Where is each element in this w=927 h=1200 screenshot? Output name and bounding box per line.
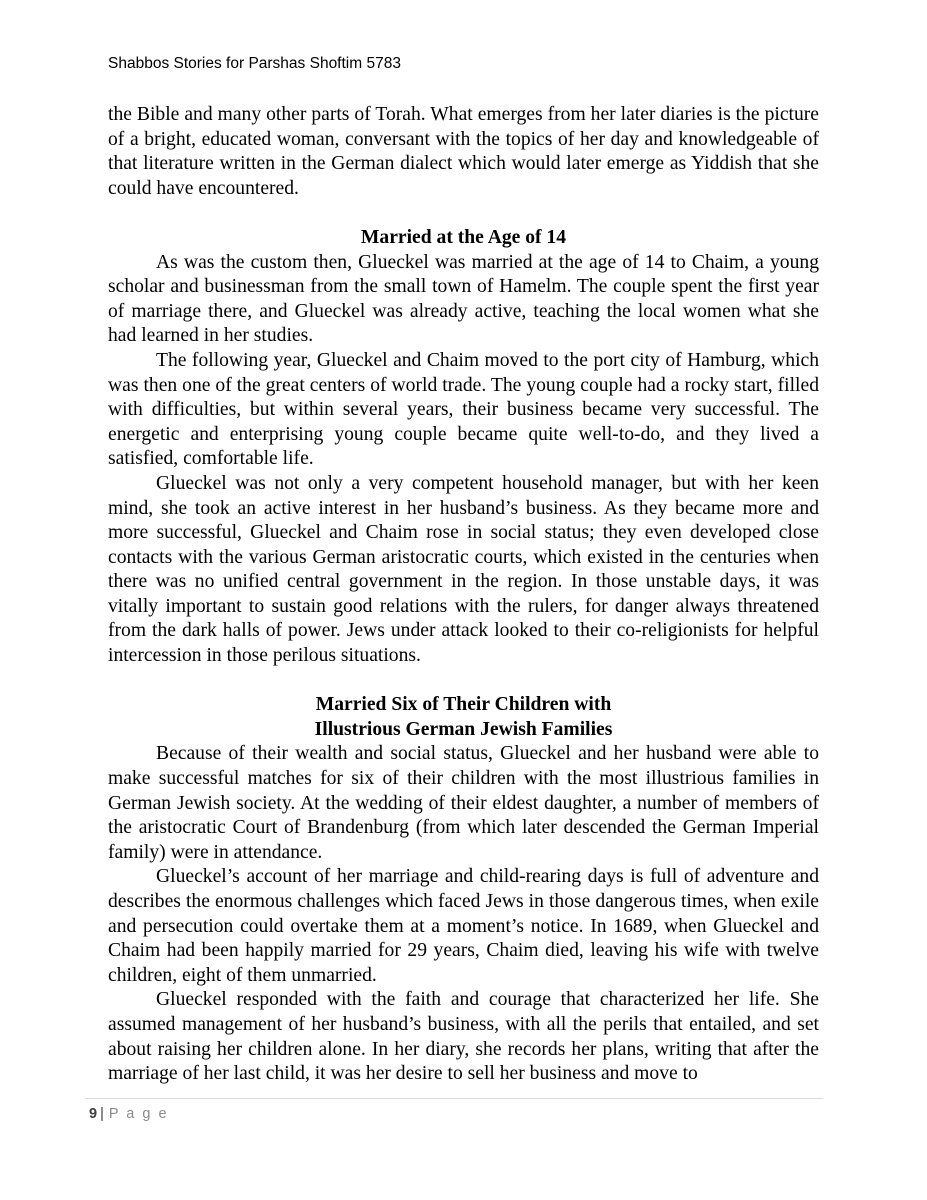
paragraph-faith-courage: Glueckel responded with the faith and courage that characterized her life. She assumed management of her husband’s business, with all the perils that entailed, and set about raising her children alone. In her diary, she records her plans, writing that after the marriage of her last child, it was her desire to sell her business and move to (108, 989, 819, 1085)
heading-line-1: Married Six of Their Children with (315, 694, 612, 716)
document-body (108, 103, 819, 1087)
heading-line-2: Illustrious German Jewish Families (314, 718, 613, 740)
footer-separator: | (100, 1106, 104, 1122)
paragraph-household-manager: Glueckel was not only a very competent household manager, but with her keen mind, she took an active interest in her husband’s business. As they became more and more successful, Glueckel and Chaim rose in social status; they even developed close contacts with the various German aristocratic courts, which existed in the centuries when there was no unified central government in the region. In those unstable days, it was vitally important to sustain good relations with the rulers, for danger always threatened from the dark halls of power. Jews under attack looked to their co-religionists for helpful intercession in those perilous situations. (108, 472, 819, 667)
paragraph-marriage-account: Glueckel’s account of her marriage and child-rearing days is full of adventure and describes the enormous challenges which faced Jews in those dangerous times, when exile and persecution could overtake them at a moment’s notice. In 1689, when Glueckel and Chaim had been happily married for 29 years, Chaim died, leaving his wife with twelve children, eight of them unmarried. (108, 866, 819, 986)
heading-married-at-age-14: Married at the Age of 14 (360, 226, 567, 248)
paragraph-continuation: the Bible and many other parts of Torah. What emerges from her later diaries is the picture of a bright, educated woman, conversant with the topics of her day and knowledgeable of that literature written in the German dialect which would later emerge as Yiddish that she could have encountered. (108, 104, 819, 199)
footer-divider (85, 1098, 823, 1099)
page-header (108, 54, 401, 73)
paragraph-wealth-matches: Because of their wealth and social status, Glueckel and her husband were able to make successful matches for six of their children with the most illustrious families in German Jewish society. At the wedding of their eldest daughter, a number of members of the aristocratic Court of Brandenburg (from which later descended the German Imperial family) were in attendance. (108, 743, 819, 863)
paragraph-move-to-hamburg: The following year, Glueckel and Chaim moved to the port city of Hamburg, which was then one of the great centers of world trade. The young couple had a rocky start, filled with difficulties, but within several years, their business became very successful. The energetic and enterprising young couple became quite well-to-do, and they lived a satisfied, comfortable life. (108, 349, 819, 470)
page-footer (89, 1105, 169, 1123)
paragraph-custom-marriage: As was the custom then, Glueckel was married at the age of 14 to Chaim, a young scholar and businessman from the small town of Hamelm. The couple spent the first year of marriage there, and Glueckel was already active, teaching the local women what she had learned in her studies. (108, 251, 819, 347)
page-label: P a g e (108, 1106, 169, 1122)
heading-married-six-children (108, 693, 819, 742)
header-title: Shabbos Stories for Parshas Shoftim 5783 (108, 55, 401, 72)
page-number: 9 (89, 1106, 98, 1122)
